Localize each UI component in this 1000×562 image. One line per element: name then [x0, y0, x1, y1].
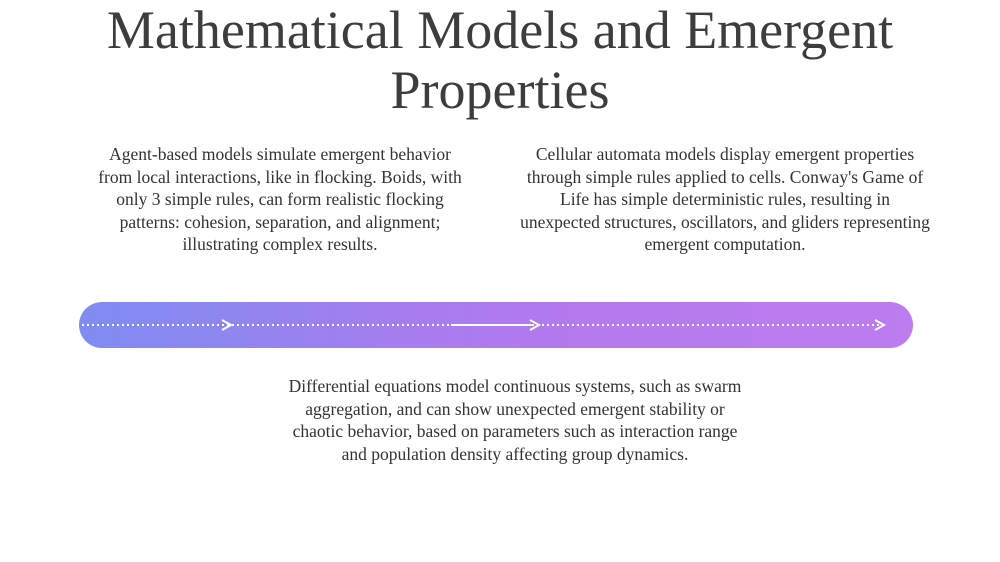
differential-equations-text: Differential equations model continuous systems, such as swarm aggregation, and can show unexpected emergent stability or chaotic behavior, based on parameters such as interaction range and population density affecting group dynamics.	[288, 376, 742, 464]
slide-title: Mathematical Models and Emergent Properties	[106, 0, 894, 120]
arrow-right-icon	[875, 320, 884, 330]
agent-based-models-text: Agent-based models simulate emergent behavior from local interactions, like in flocking. Boids, with only 3 simple rules, can form realistic flocking patterns: cohesion, separation, and alignment; illustrating complex results.	[98, 144, 462, 254]
cellular-automata-text: Cellular automata models display emergent properties through simple rules applied to cells. Conway's Game of Life has simple deterministic rules, resulting in unexpected structures, oscillators, and gliders representing emergent computation.	[520, 144, 930, 254]
timeline-bar	[79, 302, 913, 348]
timeline-graphic	[79, 302, 913, 348]
